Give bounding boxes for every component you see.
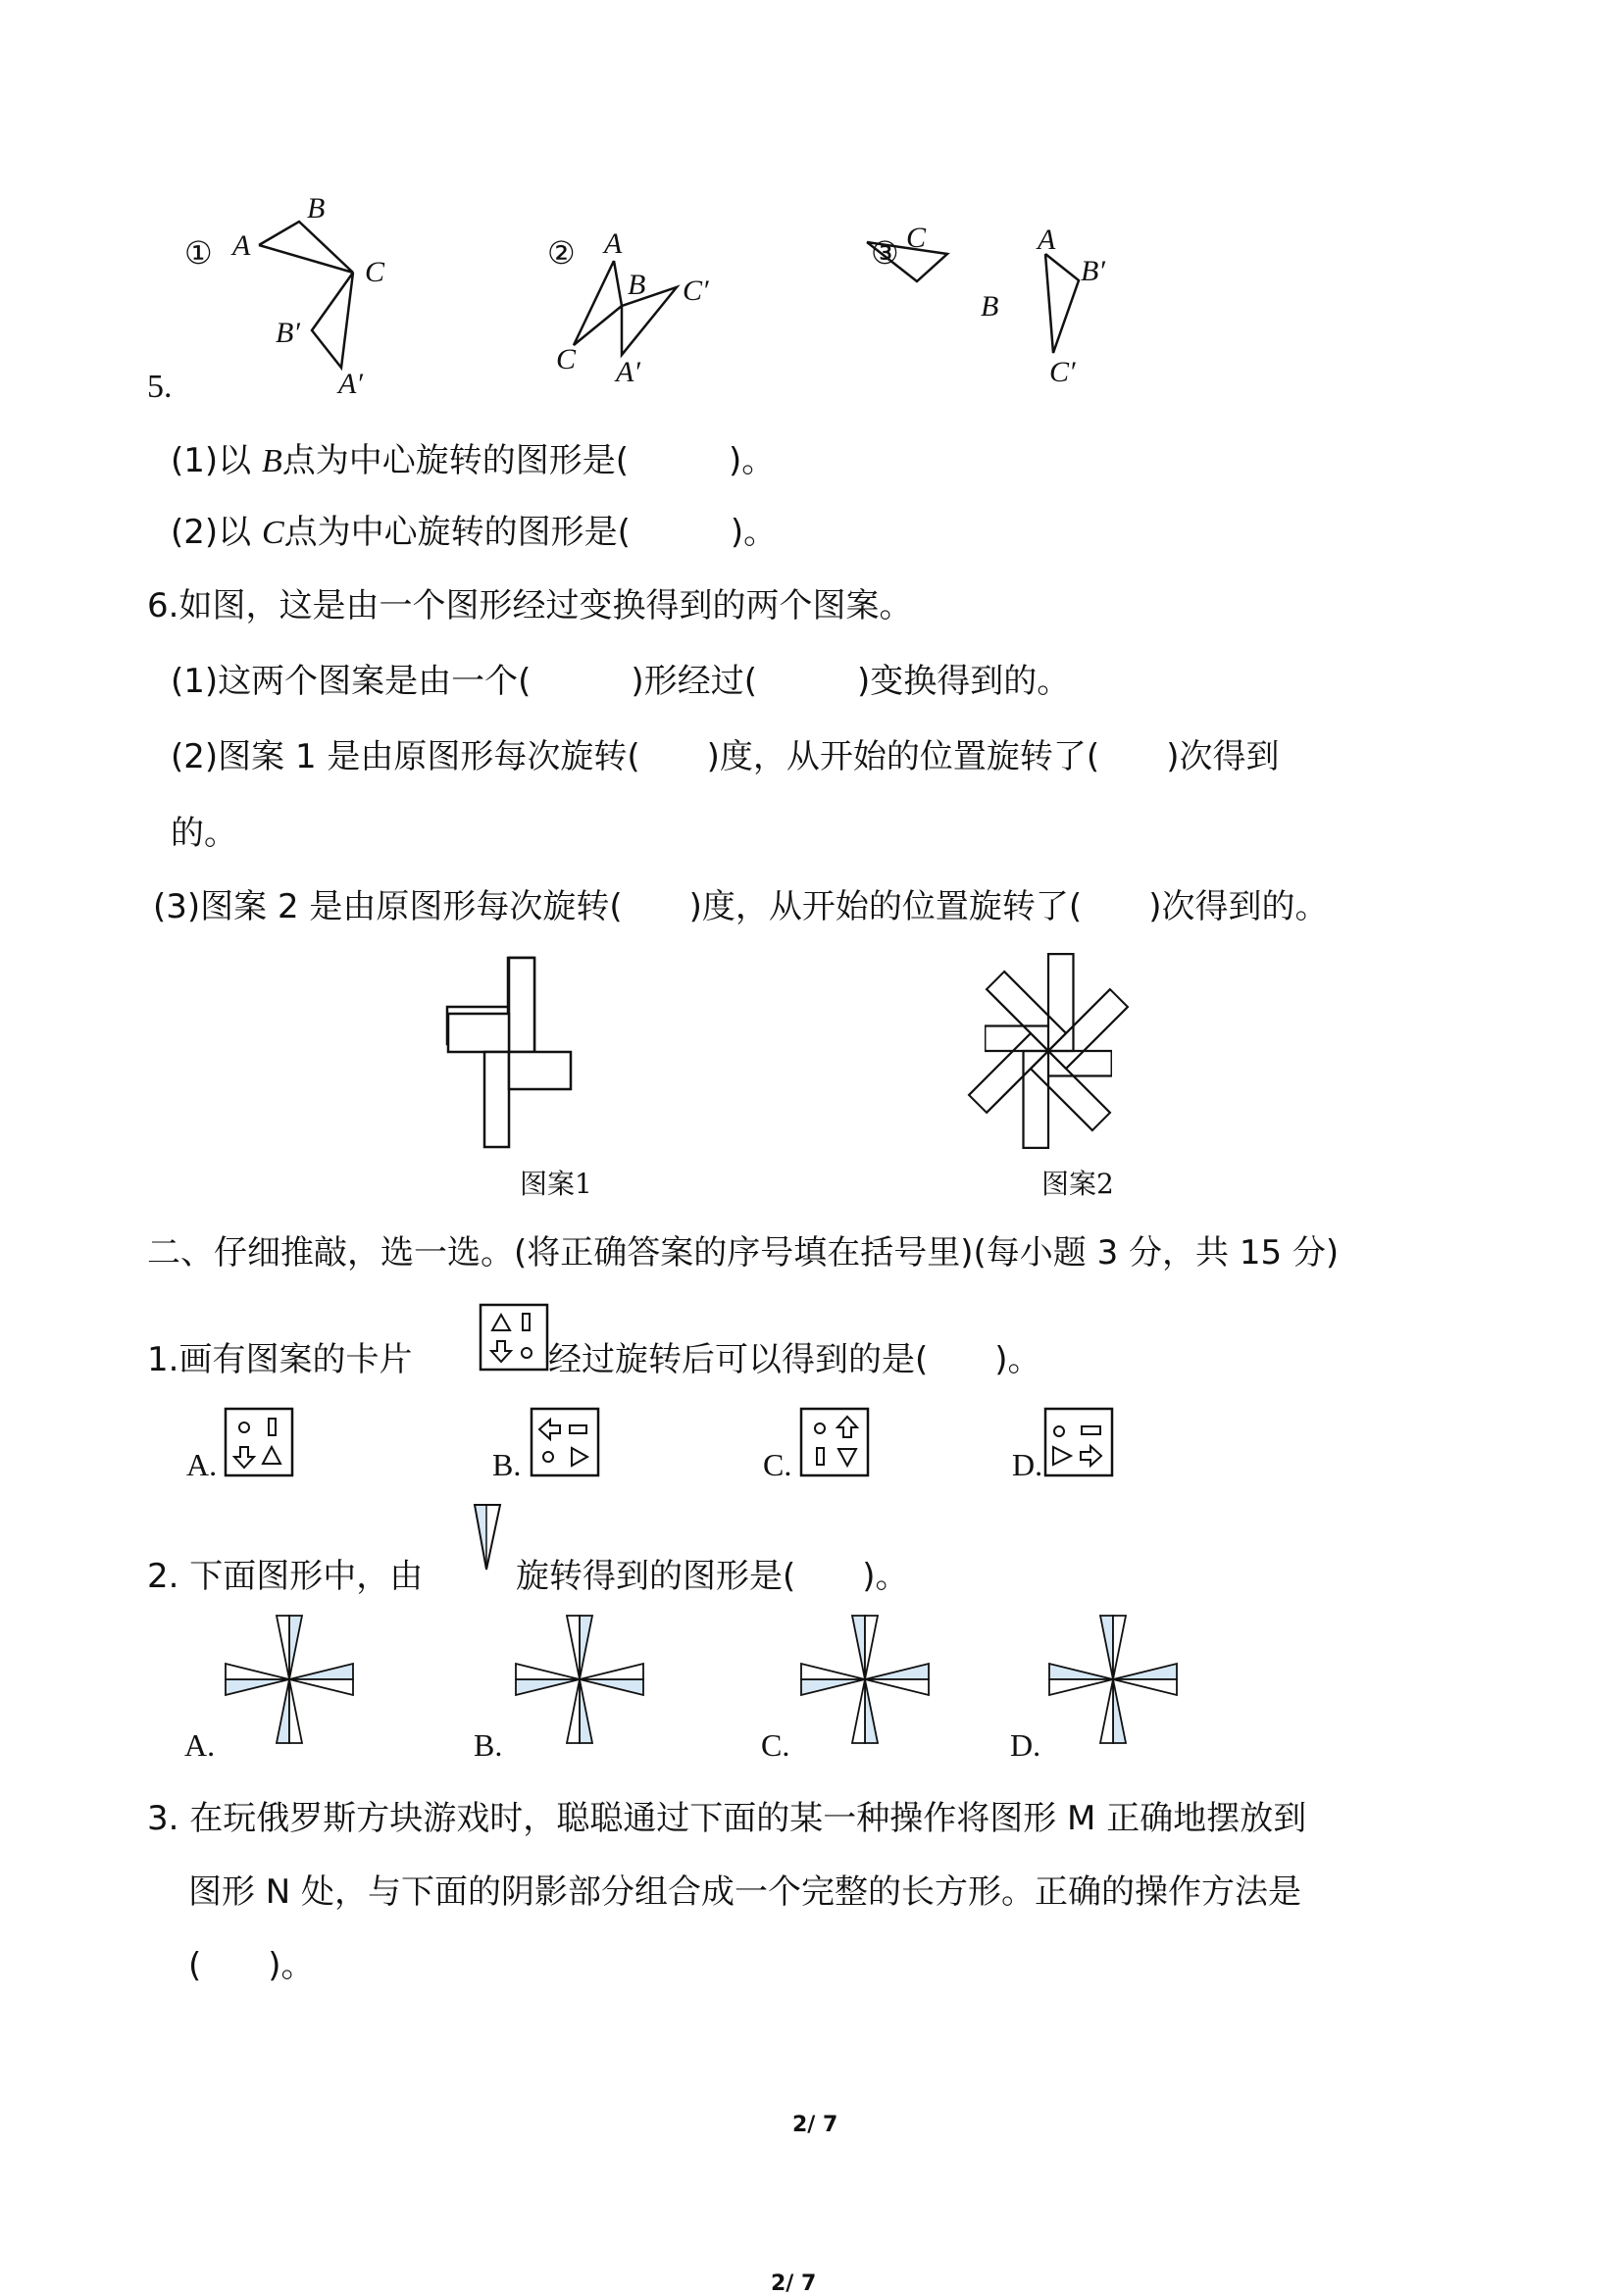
label-B: B xyxy=(307,192,326,225)
q5-sub2 xyxy=(171,513,777,553)
s2-q3-line1: 3. 在玩俄罗斯方块游戏时，聪聪通过下面的某一种操作将图形 M 正确地摆放到 xyxy=(147,1799,1307,1838)
label-C-prime: C′ xyxy=(1049,356,1076,388)
q2-kite-triangle-icon xyxy=(473,1503,502,1573)
q5-sub1-prefix: (1)以 xyxy=(171,441,262,480)
q1-option-b-label[interactable]: B. xyxy=(492,1447,522,1482)
label-C: C xyxy=(556,343,577,375)
label-A: A xyxy=(1038,224,1056,256)
q1-option-a-card[interactable] xyxy=(225,1408,293,1476)
s2-q3-line3: ( )。 xyxy=(188,1946,315,1985)
q2-option-d-star[interactable] xyxy=(1044,1613,1182,1746)
label-C: C xyxy=(906,222,927,254)
label-B: B xyxy=(981,290,999,323)
q6-sub2-line1: (2)图案 1 是由原图形每次旋转( )度，从开始的位置旋转了( )次得到 xyxy=(171,737,1280,776)
q1-option-c-card[interactable] xyxy=(800,1408,869,1476)
q2-option-c-label[interactable]: C. xyxy=(761,1727,790,1763)
q5-sub2-suffix: 点为中心旋转的图形是( )。 xyxy=(283,513,778,552)
q5-sub1 xyxy=(171,441,775,481)
label-A-prime: A′ xyxy=(616,356,640,388)
page-number-bottom: 2/ 7 xyxy=(771,2271,817,2296)
label-B: B xyxy=(628,269,646,301)
q2-option-d-label[interactable]: D. xyxy=(1010,1727,1041,1763)
s2-q2-suffix: 旋转得到的图形是( )。 xyxy=(516,1557,909,1596)
q6-stem: 6.如图，这是由一个图形经过变换得到的两个图案。 xyxy=(147,586,913,625)
label-A: A xyxy=(604,227,623,260)
q1-option-d-card[interactable] xyxy=(1044,1408,1113,1476)
page-number-top: 2/ 7 xyxy=(792,2113,838,2137)
q5-sub1-suffix: 点为中心旋转的图形是( )。 xyxy=(281,441,776,480)
q6-sub2-line2: 的。 xyxy=(171,814,237,853)
label-A-prime: A′ xyxy=(338,368,363,400)
s2-q1-suffix: 经过旋转后可以得到的是( )。 xyxy=(548,1340,1041,1379)
q2-option-b-label[interactable]: B. xyxy=(474,1727,503,1763)
label-C-prime: C′ xyxy=(683,275,709,307)
pattern-2 xyxy=(980,948,1117,1154)
q5-sub2-point: C xyxy=(261,515,284,551)
q1-option-a-label[interactable]: A. xyxy=(186,1447,218,1482)
label-C: C xyxy=(365,256,385,288)
pattern-1-pinwheel xyxy=(0,0,1,1)
q5-sub1-point: B xyxy=(261,443,282,479)
label-A: A xyxy=(232,229,251,262)
pattern-1 xyxy=(446,948,838,1164)
figure-number-1: ① xyxy=(184,234,213,272)
q6-sub3: (3)图案 2 是由原图形每次旋转( )度，从开始的位置旋转了( )次得到的。 xyxy=(153,887,1329,926)
q2-option-a-label[interactable]: A. xyxy=(184,1727,216,1763)
label-B-prime: B′ xyxy=(1081,255,1105,287)
s2-q2-prefix: 2. 下面图形中，由 xyxy=(147,1557,424,1596)
section-2-heading: 二、仔细推敲，选一选。(将正确答案的序号填在括号里)(每小题 3 分，共 15 分) xyxy=(147,1233,1340,1273)
label-B-prime: B′ xyxy=(276,317,300,349)
q1-option-d-label[interactable]: D. xyxy=(1012,1447,1043,1482)
q1-option-c-label[interactable]: C. xyxy=(763,1447,792,1482)
s2-q3-line2: 图形 N 处，与下面的阴影部分组合成一个完整的长方形。正确的操作方法是 xyxy=(188,1872,1302,1912)
pattern-1-caption: 图案1 xyxy=(520,1168,592,1200)
q2-option-a-star[interactable] xyxy=(221,1613,358,1746)
figure-number-2: ② xyxy=(547,234,576,272)
figure-number-3: ③ xyxy=(871,234,899,272)
pattern-2-caption: 图案2 xyxy=(1041,1168,1114,1200)
q1-original-card xyxy=(480,1304,548,1371)
q2-option-c-star[interactable] xyxy=(796,1613,934,1746)
q5-sub2-prefix: (2)以 xyxy=(171,513,262,552)
q6-sub1: (1)这两个图案是由一个( )形经过( )变换得到的。 xyxy=(171,662,1071,701)
q5-number: 5. xyxy=(147,369,173,405)
q1-option-b-card[interactable] xyxy=(531,1408,599,1476)
s2-q1-prefix: 1.画有图案的卡片 xyxy=(147,1340,413,1379)
q2-option-b-star[interactable] xyxy=(511,1613,648,1746)
